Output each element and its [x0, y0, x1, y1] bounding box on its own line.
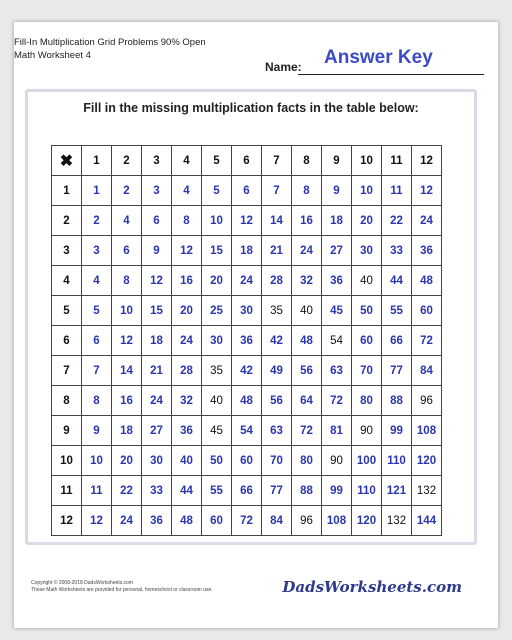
answer-cell: 20 — [112, 446, 142, 476]
footer-copyright-block — [31, 580, 213, 594]
answer-cell: 10 — [202, 206, 232, 236]
answer-cell: 72 — [232, 506, 262, 536]
table-row — [52, 296, 442, 326]
answer-cell: 6 — [82, 326, 112, 356]
answer-cell: 6 — [232, 176, 262, 206]
multiplication-grid — [51, 145, 442, 536]
row-header: 10 — [52, 446, 82, 476]
given-cell: 96 — [412, 386, 442, 416]
answer-cell: 144 — [412, 506, 442, 536]
answer-cell: 56 — [292, 356, 322, 386]
answer-cell: 60 — [232, 446, 262, 476]
answer-cell: 12 — [172, 236, 202, 266]
table-row — [52, 236, 442, 266]
answer-cell: 42 — [262, 326, 292, 356]
answer-cell: 15 — [142, 296, 172, 326]
answer-cell: 24 — [112, 506, 142, 536]
answer-cell: 108 — [322, 506, 352, 536]
answer-cell: 48 — [412, 266, 442, 296]
instructions: Fill in the missing multiplication facts in the table below: — [83, 101, 419, 115]
answer-cell: 3 — [82, 236, 112, 266]
table-row — [52, 506, 442, 536]
answer-cell: 32 — [292, 266, 322, 296]
answer-cell: 42 — [232, 356, 262, 386]
answer-cell: 48 — [292, 326, 322, 356]
answer-cell: 27 — [142, 416, 172, 446]
answer-cell: 24 — [412, 206, 442, 236]
answer-cell: 3 — [142, 176, 172, 206]
multiply-icon: ✖ — [52, 146, 82, 176]
answer-cell: 7 — [262, 176, 292, 206]
answer-cell: 12 — [82, 506, 112, 536]
column-header: 1 — [82, 146, 112, 176]
answer-cell: 16 — [172, 266, 202, 296]
answer-cell: 30 — [202, 326, 232, 356]
answer-cell: 70 — [262, 446, 292, 476]
answer-cell: 60 — [202, 506, 232, 536]
answer-cell: 14 — [112, 356, 142, 386]
answer-cell: 77 — [262, 476, 292, 506]
answer-cell: 55 — [202, 476, 232, 506]
answer-cell: 120 — [412, 446, 442, 476]
answer-cell: 20 — [202, 266, 232, 296]
answer-cell: 12 — [142, 266, 172, 296]
answer-cell: 99 — [322, 476, 352, 506]
answer-cell: 7 — [82, 356, 112, 386]
answer-cell: 72 — [412, 326, 442, 356]
worksheet-title-line1: Fill-In Multiplication Grid Problems 90% Open — [14, 37, 206, 48]
table-row — [52, 476, 442, 506]
column-header: 11 — [382, 146, 412, 176]
answer-cell: 30 — [142, 446, 172, 476]
given-cell: 40 — [352, 266, 382, 296]
answer-cell: 80 — [292, 446, 322, 476]
answer-cell: 110 — [352, 476, 382, 506]
answer-cell: 18 — [112, 416, 142, 446]
answer-cell: 88 — [292, 476, 322, 506]
answer-cell: 121 — [382, 476, 412, 506]
answer-cell: 8 — [292, 176, 322, 206]
answer-cell: 44 — [382, 266, 412, 296]
table-row — [52, 176, 442, 206]
answer-cell: 5 — [82, 296, 112, 326]
answer-cell: 55 — [382, 296, 412, 326]
row-header: 5 — [52, 296, 82, 326]
row-header: 3 — [52, 236, 82, 266]
answer-cell: 4 — [112, 206, 142, 236]
row-header: 1 — [52, 176, 82, 206]
answer-cell: 81 — [322, 416, 352, 446]
answer-cell: 18 — [232, 236, 262, 266]
given-cell: 96 — [292, 506, 322, 536]
answer-cell: 64 — [292, 386, 322, 416]
answer-cell: 88 — [382, 386, 412, 416]
column-header: 3 — [142, 146, 172, 176]
column-header: 12 — [412, 146, 442, 176]
answer-cell: 84 — [262, 506, 292, 536]
column-header: 8 — [292, 146, 322, 176]
answer-cell: 48 — [172, 506, 202, 536]
answer-cell: 24 — [232, 266, 262, 296]
answer-cell: 8 — [112, 266, 142, 296]
given-cell: 54 — [322, 326, 352, 356]
answer-cell: 36 — [172, 416, 202, 446]
answer-cell: 22 — [382, 206, 412, 236]
answer-cell: 8 — [172, 206, 202, 236]
usage-notice: These Math Worksheets are provided for personal, homeschool or classroom use. — [31, 587, 213, 593]
answer-cell: 30 — [232, 296, 262, 326]
given-cell: 132 — [412, 476, 442, 506]
answer-cell: 40 — [172, 446, 202, 476]
answer-cell: 12 — [232, 206, 262, 236]
answer-cell: 6 — [112, 236, 142, 266]
row-header: 7 — [52, 356, 82, 386]
answer-cell: 28 — [262, 266, 292, 296]
answer-cell: 24 — [142, 386, 172, 416]
header-row — [52, 146, 442, 176]
answer-cell: 66 — [232, 476, 262, 506]
answer-cell: 44 — [172, 476, 202, 506]
answer-cell: 63 — [322, 356, 352, 386]
answer-cell: 50 — [352, 296, 382, 326]
row-header: 8 — [52, 386, 82, 416]
answer-cell: 10 — [352, 176, 382, 206]
answer-cell: 108 — [412, 416, 442, 446]
answer-cell: 16 — [292, 206, 322, 236]
answer-cell: 9 — [322, 176, 352, 206]
column-header: 4 — [172, 146, 202, 176]
table-row — [52, 206, 442, 236]
answer-cell: 18 — [322, 206, 352, 236]
given-cell: 35 — [202, 356, 232, 386]
answer-cell: 24 — [172, 326, 202, 356]
answer-cell: 20 — [172, 296, 202, 326]
answer-cell: 12 — [112, 326, 142, 356]
answer-cell: 27 — [322, 236, 352, 266]
answer-cell: 54 — [232, 416, 262, 446]
answer-cell: 10 — [82, 446, 112, 476]
given-cell: 90 — [322, 446, 352, 476]
answer-cell: 50 — [202, 446, 232, 476]
answer-cell: 5 — [202, 176, 232, 206]
worksheet-title-line2: Math Worksheet 4 — [14, 50, 91, 61]
table-row — [52, 386, 442, 416]
answer-cell: 18 — [142, 326, 172, 356]
answer-cell: 4 — [172, 176, 202, 206]
answer-cell: 6 — [142, 206, 172, 236]
answer-cell: 32 — [172, 386, 202, 416]
answer-cell: 36 — [142, 506, 172, 536]
answer-cell: 1 — [82, 176, 112, 206]
column-header: 10 — [352, 146, 382, 176]
table-row — [52, 326, 442, 356]
copyright-text: Copyright © 2008-2018 DadsWorksheets.com — [31, 580, 133, 586]
answer-cell: 84 — [412, 356, 442, 386]
answer-cell: 16 — [112, 386, 142, 416]
answer-cell: 28 — [172, 356, 202, 386]
grid-frame — [25, 89, 477, 545]
column-header: 6 — [232, 146, 262, 176]
answer-cell: 36 — [232, 326, 262, 356]
answer-cell: 80 — [352, 386, 382, 416]
answer-cell: 36 — [322, 266, 352, 296]
answer-cell: 2 — [82, 206, 112, 236]
given-cell: 35 — [262, 296, 292, 326]
answer-cell: 48 — [232, 386, 262, 416]
answer-cell: 8 — [82, 386, 112, 416]
answer-cell: 11 — [382, 176, 412, 206]
answer-cell: 70 — [352, 356, 382, 386]
answer-cell: 72 — [322, 386, 352, 416]
answer-cell: 22 — [112, 476, 142, 506]
answer-cell: 120 — [352, 506, 382, 536]
table-row — [52, 266, 442, 296]
row-header: 4 — [52, 266, 82, 296]
name-line — [298, 74, 484, 75]
answer-cell: 99 — [382, 416, 412, 446]
answer-cell: 33 — [142, 476, 172, 506]
answer-cell: 63 — [262, 416, 292, 446]
answer-cell: 2 — [112, 176, 142, 206]
column-header: 5 — [202, 146, 232, 176]
answer-cell: 60 — [352, 326, 382, 356]
row-header: 2 — [52, 206, 82, 236]
answer-key-label: Answer Key — [324, 47, 433, 68]
given-cell: 40 — [202, 386, 232, 416]
name-label: Name: — [265, 60, 302, 74]
answer-cell: 110 — [382, 446, 412, 476]
answer-cell: 36 — [412, 236, 442, 266]
column-header: 2 — [112, 146, 142, 176]
answer-cell: 72 — [292, 416, 322, 446]
answer-cell: 9 — [82, 416, 112, 446]
dadsworksheets-logo: DadsWorksheets.com — [282, 578, 462, 596]
answer-cell: 12 — [412, 176, 442, 206]
answer-cell: 77 — [382, 356, 412, 386]
answer-cell: 60 — [412, 296, 442, 326]
column-header: 9 — [322, 146, 352, 176]
answer-cell: 21 — [142, 356, 172, 386]
given-cell: 132 — [382, 506, 412, 536]
answer-cell: 24 — [292, 236, 322, 266]
answer-cell: 9 — [142, 236, 172, 266]
given-cell: 40 — [292, 296, 322, 326]
answer-cell: 30 — [352, 236, 382, 266]
answer-cell: 49 — [262, 356, 292, 386]
row-header: 9 — [52, 416, 82, 446]
answer-cell: 14 — [262, 206, 292, 236]
given-cell: 45 — [202, 416, 232, 446]
answer-cell: 20 — [352, 206, 382, 236]
answer-cell: 15 — [202, 236, 232, 266]
answer-cell: 66 — [382, 326, 412, 356]
table-row — [52, 356, 442, 386]
given-cell: 90 — [352, 416, 382, 446]
answer-cell: 100 — [352, 446, 382, 476]
answer-cell: 45 — [322, 296, 352, 326]
row-header: 11 — [52, 476, 82, 506]
answer-cell: 33 — [382, 236, 412, 266]
answer-cell: 56 — [262, 386, 292, 416]
table-row — [52, 416, 442, 446]
worksheet-title — [14, 36, 214, 62]
answer-cell: 4 — [82, 266, 112, 296]
answer-cell: 10 — [112, 296, 142, 326]
row-header: 12 — [52, 506, 82, 536]
answer-cell: 21 — [262, 236, 292, 266]
table-row — [52, 446, 442, 476]
answer-cell: 11 — [82, 476, 112, 506]
answer-cell: 25 — [202, 296, 232, 326]
row-header: 6 — [52, 326, 82, 356]
column-header: 7 — [262, 146, 292, 176]
